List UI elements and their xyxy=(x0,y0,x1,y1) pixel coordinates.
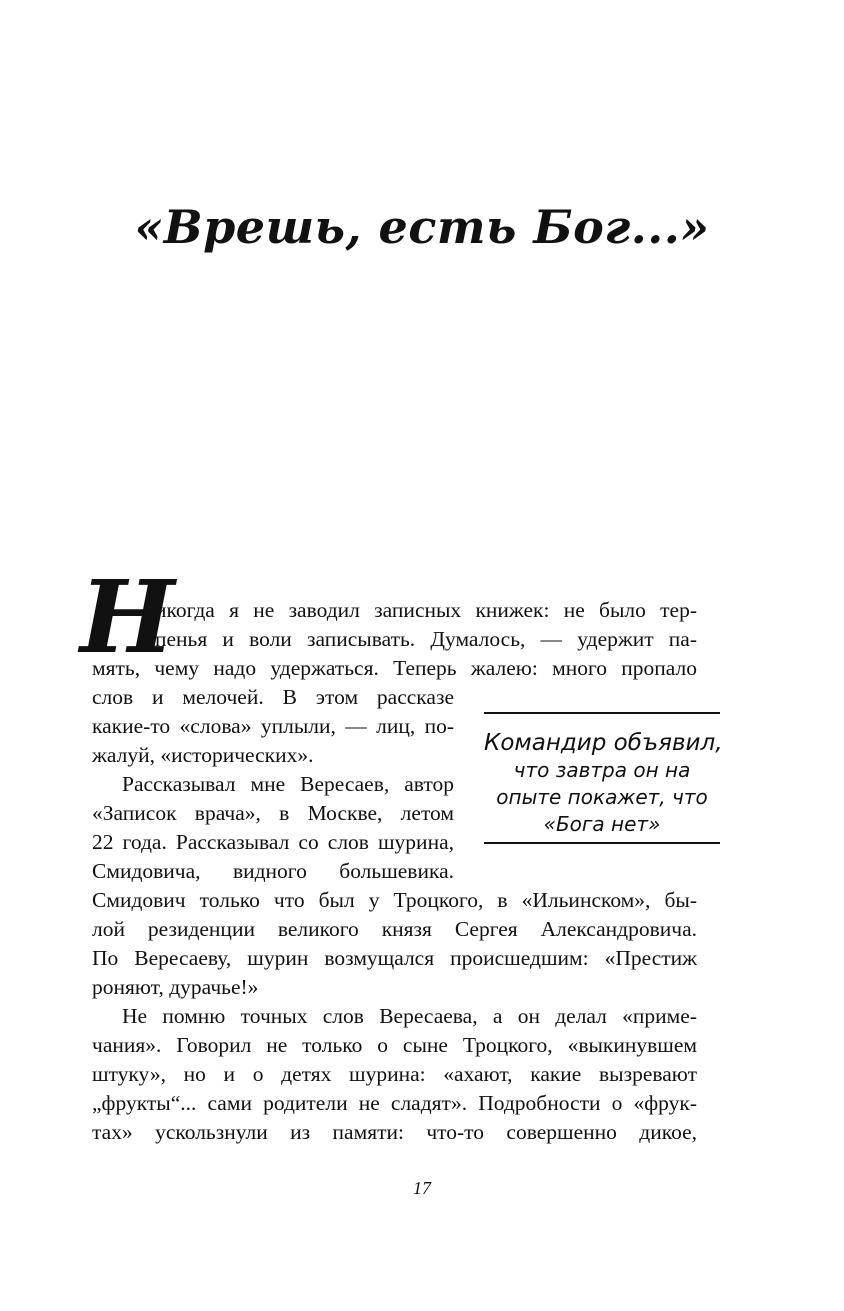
page-number: 17 xyxy=(413,1178,431,1198)
pull-quote-line: опыте покажет, что xyxy=(496,785,708,809)
pull-quote-line: Командир объявил, xyxy=(484,730,723,756)
text-line: слов и мелочей. В этом рассказе xyxy=(92,685,454,709)
text-line: лой резиденции великого князя Сергея Александровича. xyxy=(92,917,697,941)
text-line: Смидович только что был у Троцкого, в «Ильинском», бы- xyxy=(92,888,697,912)
pull-quote-line: «Бога нет» xyxy=(543,812,661,836)
text-line: Не помню точных слов Вересаева, а он делал «приме- xyxy=(122,1004,697,1028)
text-line: По Вересаеву, шурин возмущался происшедшим: «Престиж xyxy=(92,946,697,970)
text-line: 22 года. Рассказывал со слов шурина, xyxy=(92,830,454,854)
text-line: «Записок врача», в Москве, летом xyxy=(92,801,454,825)
text-line: какие-то «слова» уплыли, — лиц, по- xyxy=(92,714,454,738)
chapter-title: «Врешь, есть Бог...» xyxy=(134,200,710,254)
pull-quote xyxy=(484,712,723,844)
text-line: чания». Говорил не только о сыне Троцкого, «выкинувшем xyxy=(92,1033,697,1057)
drop-cap: Н xyxy=(80,558,175,676)
text-line: пенья и воли записывать. Думалось, — удержит па- xyxy=(155,627,697,651)
text-line: Смидовича, видного большевика. xyxy=(92,859,454,883)
text-line: тах» ускользнули из памяти: что-то совершенно дикое, xyxy=(92,1120,697,1144)
text-line: роняют, дурачье!» xyxy=(92,975,259,999)
text-line: мять, чему надо удержаться. Теперь жалею: много пропало xyxy=(92,656,697,680)
text-line: жалуй, «исторических». xyxy=(92,743,314,767)
text-line: икогда я не заводил записных книжек: не было тер- xyxy=(155,598,697,622)
pull-quote-line: что завтра он на xyxy=(513,758,691,782)
text-line: штуку», но и о детях шурина: «ахают, какие вызревают xyxy=(92,1062,697,1086)
text-line: Рассказывал мне Вересаев, автор xyxy=(122,772,454,796)
text-line: „фрукты“... сами родители не сладят». Подробности о «фрук- xyxy=(92,1091,697,1115)
